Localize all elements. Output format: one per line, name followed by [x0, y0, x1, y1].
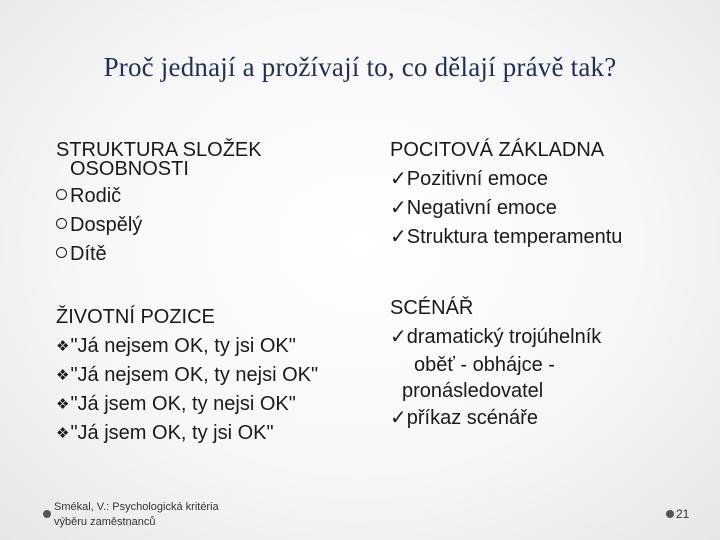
page-number: 21 [676, 507, 690, 521]
checkmark-icon: ✓ [390, 168, 407, 190]
footer-source-line1: Smékal, V.: Psychologická kritéria [54, 501, 219, 513]
structure-of-components-block [56, 136, 376, 269]
checkmark-icon: ✓ [390, 226, 407, 248]
checkmark-icon: ✓ [390, 197, 407, 219]
item-continuation: pronásledovatel [402, 380, 544, 402]
diamond-bullet-icon: ❖ [56, 367, 70, 384]
item-label: "Já nejsem OK, ty nejsi OK" [70, 364, 319, 386]
item-label: "Já jsem OK, ty jsi OK" [70, 422, 274, 444]
list-item [390, 223, 700, 252]
footer-dot-icon [43, 510, 51, 518]
list-item [56, 182, 376, 211]
item-label: "Já jsem OK, ty nejsi OK" [70, 393, 296, 415]
item-label: "Já nejsem OK, ty jsi OK" [70, 335, 296, 357]
list-item [56, 240, 376, 269]
script-block [390, 294, 700, 433]
checkmark-icon: ✓ [390, 326, 407, 348]
structure-heading-line1: STRUKTURA SLOŽEK [56, 139, 262, 161]
item-label: Dospělý [70, 214, 143, 236]
footer-source [54, 500, 219, 530]
structure-heading-line2: OSOBNOSTI [70, 158, 189, 180]
slide-title: Proč jednají a prožívají to, co dělají právě tak? [103, 52, 617, 82]
life-positions-heading: ŽIVOTNÍ POZICE [56, 306, 215, 328]
script-heading: SCÉNÁŘ [390, 297, 474, 319]
list-item [390, 165, 700, 194]
list-item [56, 211, 376, 240]
circle-bullet-icon [56, 218, 67, 229]
list-item [390, 323, 700, 352]
circle-bullet-icon [56, 189, 67, 200]
item-label: dramatický trojúhelník [406, 326, 602, 348]
list-item [56, 390, 376, 419]
list-item [56, 332, 376, 361]
item-label: Rodič [70, 185, 122, 207]
item-label: Negativní emoce [406, 197, 557, 219]
item-label: příkaz scénáře [406, 407, 538, 429]
diamond-bullet-icon: ❖ [56, 338, 70, 355]
diamond-bullet-icon: ❖ [56, 396, 70, 413]
list-item [56, 361, 376, 390]
item-label: Dítě [70, 243, 107, 265]
list-item [56, 419, 376, 448]
diamond-bullet-icon: ❖ [56, 425, 70, 442]
emotional-basis-block [390, 136, 700, 252]
life-positions-block [56, 303, 376, 448]
list-item [390, 404, 700, 433]
list-item [390, 194, 700, 223]
item-label: Struktura temperamentu [406, 226, 623, 248]
item-continuation: oběť - obhájce - [414, 354, 555, 376]
item-label: Pozitivní emoce [406, 168, 548, 190]
circle-bullet-icon [56, 247, 67, 258]
checkmark-icon: ✓ [390, 407, 407, 429]
footer-source-line2: výběru zaměstnanců [54, 516, 156, 528]
emotional-basis-heading: POCITOVÁ ZÁKLADNA [390, 139, 605, 161]
page-dot-icon [666, 510, 674, 518]
